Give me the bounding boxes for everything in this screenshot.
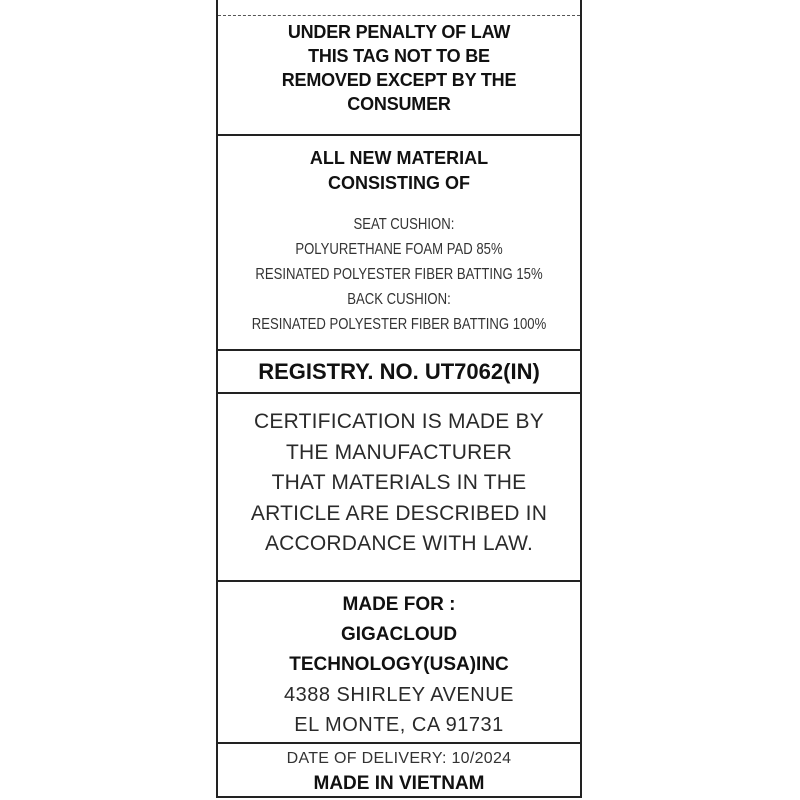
certification-line: ARTICLE ARE DESCRIBED IN — [250, 501, 548, 525]
certification-line: CERTIFICATION IS MADE BY — [254, 410, 544, 433]
material-line: RESINATED POLYESTER FIBER BATTING 15% — [255, 266, 543, 283]
materials-heading-line: ALL NEW MATERIAL — [309, 148, 489, 168]
materials-section — [218, 136, 580, 349]
made-for-section — [218, 582, 580, 742]
certification-section — [218, 394, 580, 580]
certification-line: ACCORDANCE WITH LAW. — [264, 532, 534, 555]
delivery-date: DATE OF DELIVERY: 10/2024 — [286, 750, 512, 767]
certification-line: THAT MATERIALS IN THE — [271, 471, 527, 494]
material-line: POLYURETHANE FOAM PAD 85% — [295, 241, 503, 258]
seat-cushion-label: SEAT CUSHION: — [353, 216, 455, 233]
law-label-tag — [216, 0, 582, 798]
warning-line: REMOVED EXCEPT BY THE — [281, 70, 517, 90]
made-for-label: MADE FOR : — [342, 594, 456, 615]
warning-line: UNDER PENALTY OF LAW — [287, 22, 511, 42]
company-name: TECHNOLOGY(USA)INC — [289, 654, 509, 675]
back-cushion-label: BACK CUSHION: — [347, 291, 451, 308]
registry-section — [218, 351, 580, 392]
materials-heading-line: CONSISTING OF — [327, 173, 470, 193]
materials-content — [218, 212, 580, 337]
warning-line: CONSUMER — [347, 94, 451, 114]
address-line: 4388 SHIRLEY AVENUE — [284, 684, 514, 706]
address-line: EL MONTE, CA 91731 — [294, 714, 504, 736]
footer-section — [218, 744, 580, 798]
registry-number: REGISTRY. NO. UT7062(IN) — [258, 359, 540, 384]
materials-heading — [218, 136, 580, 196]
warning-section — [218, 20, 580, 134]
country-of-origin: MADE IN VIETNAM — [313, 773, 485, 794]
warning-line: THIS TAG NOT TO BE — [308, 46, 490, 66]
certification-line: THE MANUFACTURER — [285, 440, 513, 464]
material-line: RESINATED POLYESTER FIBER BATTING 100% — [251, 316, 547, 333]
perforation-line — [218, 15, 580, 16]
company-name: GIGACLOUD — [340, 624, 458, 645]
